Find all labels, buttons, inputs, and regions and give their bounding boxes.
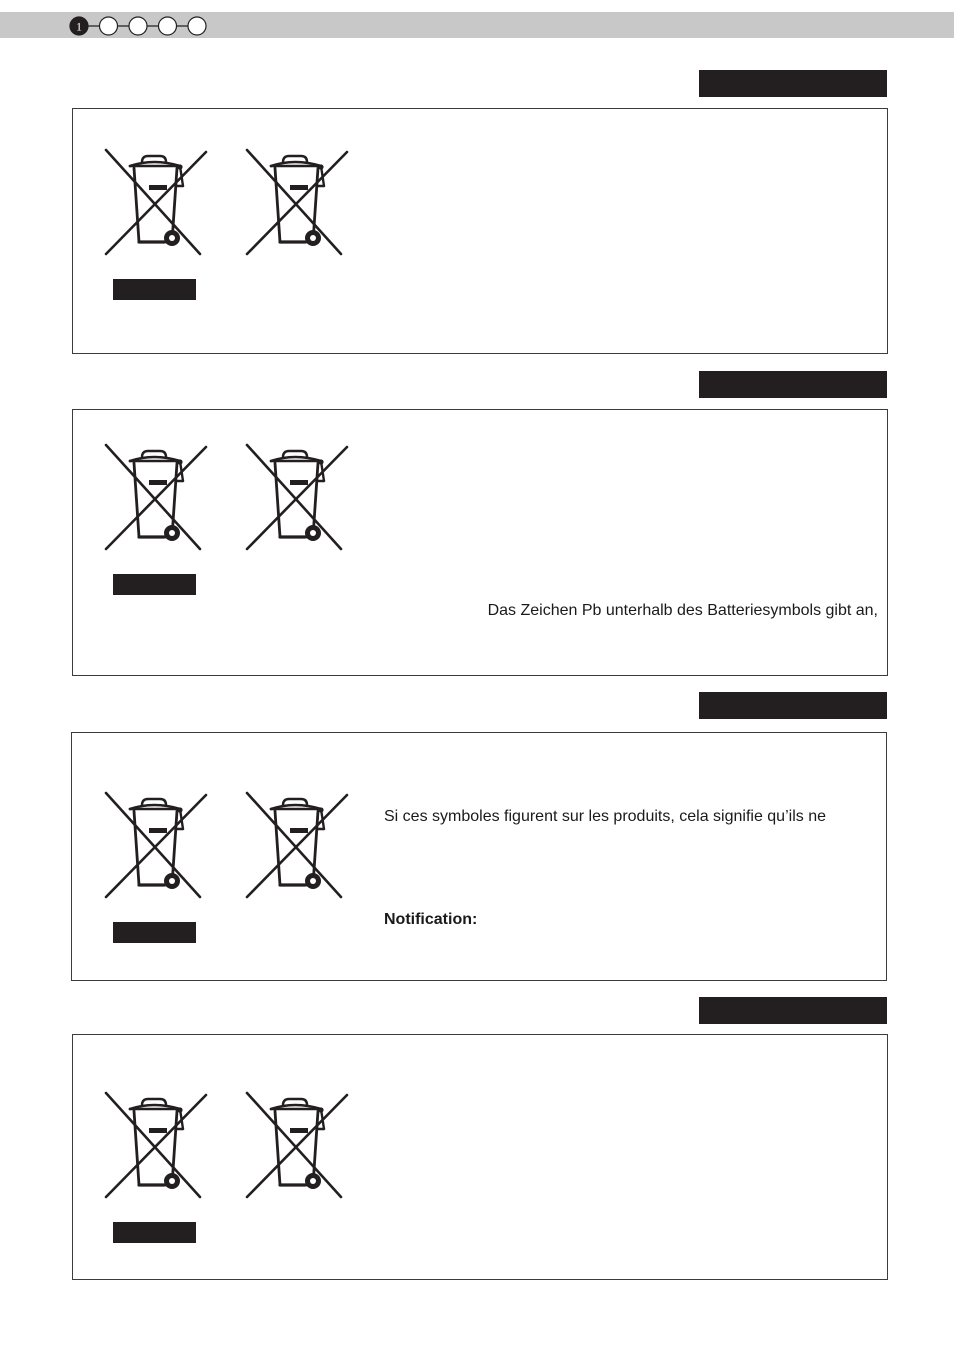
disposal-bin-icon (243, 148, 349, 256)
section-2-language-tab (699, 371, 887, 398)
step-4 (159, 17, 177, 35)
pb-battery-label (113, 279, 196, 300)
disposal-bin-icon (102, 791, 208, 899)
section-1-language-tab (699, 70, 887, 97)
pb-battery-label (113, 574, 196, 595)
step-2 (100, 17, 118, 35)
disposal-bin-icon (102, 148, 208, 256)
pb-battery-label (113, 1222, 196, 1243)
section-3-language-tab (699, 692, 887, 719)
svg-text:1: 1 (76, 19, 82, 34)
disposal-bin-icon (102, 443, 208, 551)
disposal-bin-icon (243, 791, 349, 899)
step-1 (70, 17, 88, 35)
step-indicator (69, 15, 209, 37)
disposal-bin-icon (243, 443, 349, 551)
step-5 (188, 17, 206, 35)
disposal-bin-icon (243, 1091, 349, 1199)
section-3-text-line: Si ces symboles figurent sur les produits, cela signifie qu’ils ne (384, 808, 826, 825)
section-4-language-tab (699, 997, 887, 1024)
disposal-bin-icon (102, 1091, 208, 1199)
section-3-notification-heading: Notification: (384, 911, 478, 928)
pb-battery-label (113, 922, 196, 943)
section-2-text-line: Das Zeichen Pb unterhalb des Batteriesymbols gibt an, (487, 602, 878, 619)
step-3 (129, 17, 147, 35)
